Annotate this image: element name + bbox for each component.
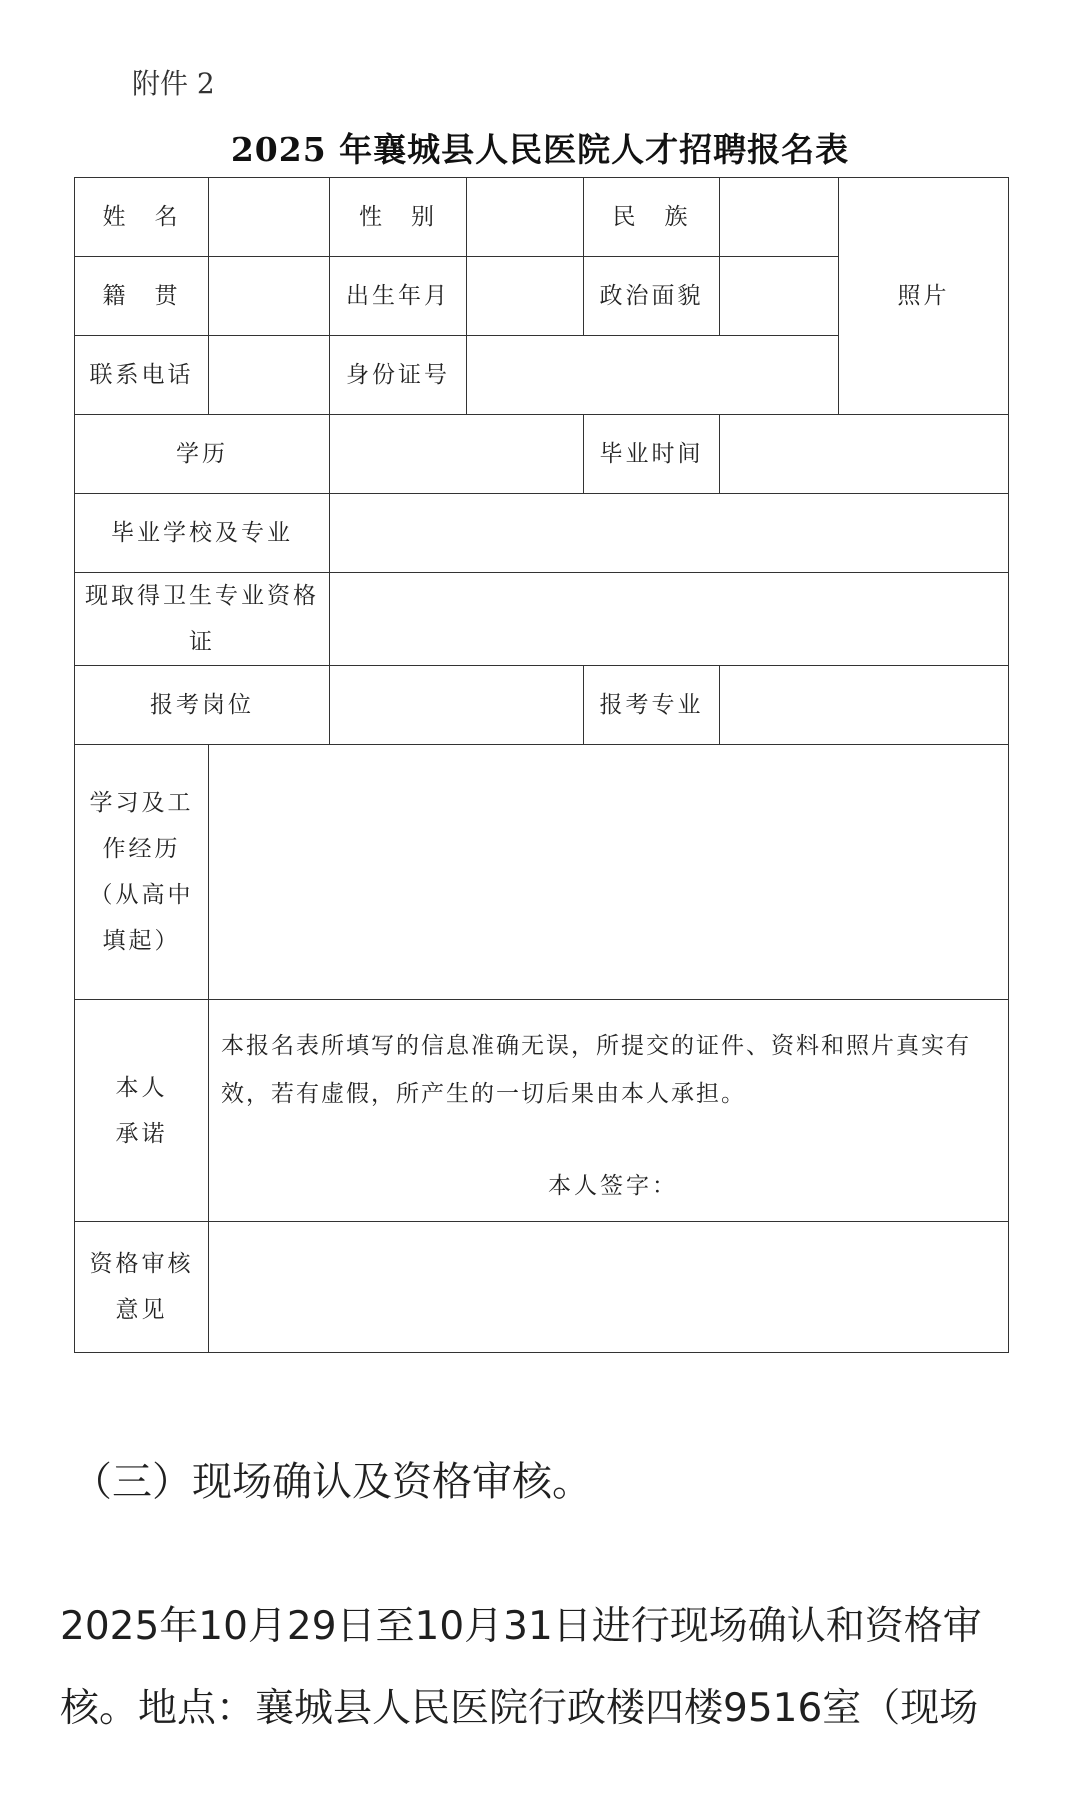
hometown-field[interactable]: [209, 257, 330, 336]
phone-label: 联系电话: [75, 336, 209, 415]
school-major-field[interactable]: [330, 494, 1009, 573]
experience-label: 学习及工作经历（从高中填起）: [75, 745, 209, 1000]
gender-field[interactable]: [467, 178, 584, 257]
pledge-box: [209, 1000, 1009, 1222]
position-label: 报考岗位: [75, 666, 330, 745]
form-title: 2025 年襄城县人民医院人才招聘报名表: [230, 130, 850, 169]
phone-field[interactable]: [209, 336, 330, 415]
education-label: 学历: [75, 415, 330, 494]
id-number-field[interactable]: [467, 336, 839, 415]
name-field[interactable]: [209, 178, 330, 257]
school-major-label: 毕业学校及专业: [75, 494, 330, 573]
ethnicity-field[interactable]: [720, 178, 839, 257]
signature-label: 本人签字：: [548, 1173, 678, 1199]
specialty-field[interactable]: [720, 666, 1009, 745]
photo-box[interactable]: [839, 178, 1009, 415]
pledge-text: 本报名表所填写的信息准确无误，所提交的证件、资料和照片真实有效，若有虚假，所产生的一切后果由本人承担。: [221, 1033, 971, 1107]
specialty-label: 报考专业: [584, 666, 720, 745]
body-line-1: 2025年10月29日至10月31日进行现场确认和资格审: [60, 1604, 982, 1649]
review-label: 资格审核意见: [75, 1222, 209, 1353]
experience-field[interactable]: [209, 745, 1009, 1000]
certificate-label: 现取得卫生专业资格证: [75, 573, 330, 666]
section-heading: （三）现场确认及资格审核。: [72, 1459, 592, 1505]
pledge-label: 本人承诺: [75, 1000, 209, 1222]
attachment-label: 附件 2: [132, 67, 215, 100]
certificate-field[interactable]: [330, 573, 1009, 666]
political-label: 政治面貌: [584, 257, 720, 336]
birth-label: 出生年月: [330, 257, 467, 336]
name-label: 姓 名: [75, 178, 209, 257]
birth-field[interactable]: [467, 257, 584, 336]
graduation-time-label: 毕业时间: [584, 415, 720, 494]
section-body: [60, 1586, 1020, 1750]
position-field[interactable]: [330, 666, 584, 745]
id-number-label: 身份证号: [330, 336, 467, 415]
registration-form: [74, 177, 1009, 1353]
body-line-2: 核。地点：襄城县人民医院行政楼四楼9516室（现场: [60, 1686, 979, 1731]
graduation-time-field[interactable]: [720, 415, 1009, 494]
review-field[interactable]: [209, 1222, 1009, 1353]
political-field[interactable]: [720, 257, 839, 336]
photo-label: 照片: [897, 283, 950, 309]
hometown-label: 籍 贯: [75, 257, 209, 336]
ethnicity-label: 民 族: [584, 178, 720, 257]
education-field[interactable]: [330, 415, 584, 494]
gender-label: 性 别: [330, 178, 467, 257]
